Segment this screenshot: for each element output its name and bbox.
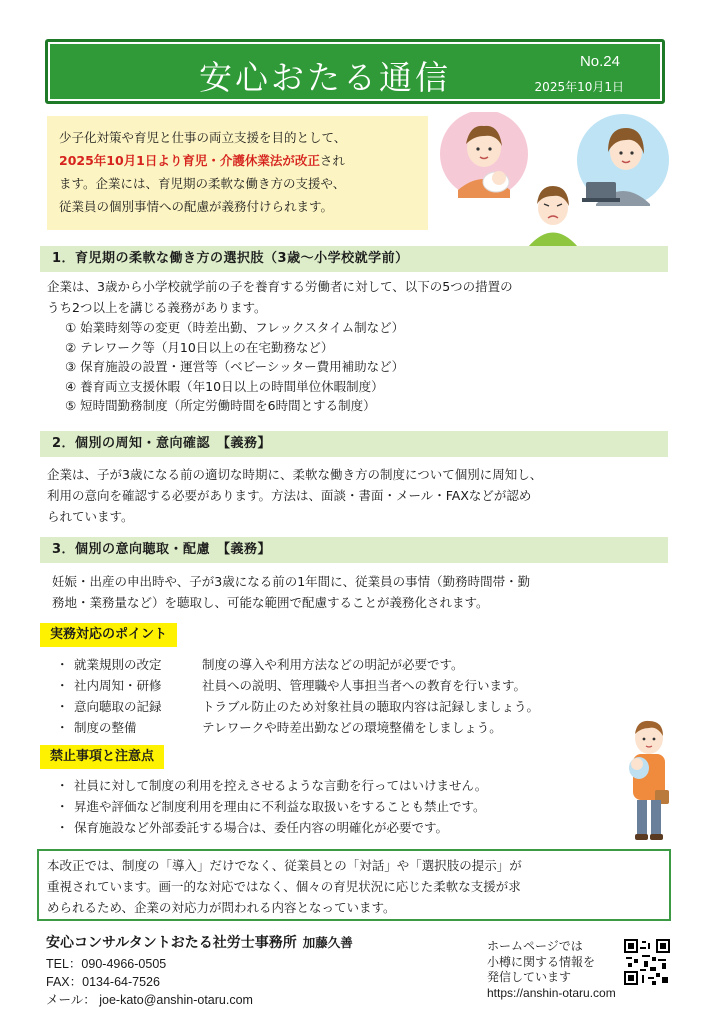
section1-heading: 1．育児期の柔軟な働き方の選択肢（3歳～小学校就学前） [40, 246, 668, 272]
list-item: ・ 昇進や評価など制度利用を理由に不利益な取扱いをすることも禁止です。 [56, 799, 486, 814]
prohibited-label: 禁止事項と注意点 [40, 745, 164, 769]
office-name: 安心コンサルタントおたる社労士事務所 加藤久善 [46, 935, 353, 951]
measures-list [65, 318, 404, 416]
intro-line: 少子化対策や育児と仕事の両立支援を目的として、 [59, 130, 347, 145]
list-item: ・ 社内周知・研修 社員への説明、管理職や人事担当者への教育を行います。 [56, 678, 527, 693]
list-item: ③ 保育施設の設置・運営等（ベビーシッター費用補助など） [65, 359, 405, 374]
newsletter-header [45, 39, 665, 104]
qr-code [624, 939, 670, 985]
points-list [56, 654, 539, 738]
intro-line: ます。企業には、育児期の柔軟な働き方の支援や、 [59, 176, 346, 191]
father-illustration [615, 716, 675, 842]
person-name: 加藤久善 [302, 935, 353, 950]
revision-emphasis: 2025年10月1日より育児・介護休業法が改正 [59, 153, 320, 168]
list-item: ④ 養育両立支援休暇（年10日以上の時間単位休暇制度） [65, 378, 384, 394]
section2-body: 企業は、子が3歳になる前の適切な時期に、柔軟な働き方の制度について個別に周知し、 利用の意向を確認する必要があります。方法は、面談・書面・メール・FAXなどが認め られています。 [47, 467, 543, 524]
intro-line: 2025年10月1日より育児・介護休業法が改正され [59, 153, 345, 168]
section3-heading: 3．個別の意向聴取・配慮 【義務】 [40, 537, 668, 563]
list-item: ・ 保育施設など外部委託する場合は、委任内容の明確化が必要です。 [56, 820, 449, 835]
list-item: ・ 就業規則の改定 制度の導入や利用方法などの明記が必要です。 [56, 657, 464, 672]
issue-date: 2025年10月1日 [534, 80, 624, 94]
email-link[interactable]: メール： joe-kato@anshin-otaru.com [46, 993, 253, 1007]
homepage-note: ホームページでは 小樽に関する情報を 発信しています https://anshin-otaru.com [487, 939, 616, 1000]
intro-line: 従業員の個別事情への配慮が義務付けられます。 [59, 199, 334, 214]
points-label: 実務対応のポイント [40, 623, 177, 647]
parents-illustration [436, 112, 676, 247]
office-contact [46, 932, 353, 1009]
newsletter-title: 安心おたる通信 [199, 58, 451, 97]
section2-heading: 2．個別の周知・意向確認 【義務】 [40, 431, 668, 457]
homepage-link[interactable]: https://anshin-otaru.com [487, 985, 616, 1000]
fax: FAX：0134-64-7526 [46, 975, 160, 989]
list-item: ・ 社員に対して制度の利用を控えさせるような言動を行ってはいけません。 [56, 778, 488, 793]
issue-number: No.24 [579, 53, 620, 70]
list-item: ⑤ 短時間勤務制度（所定労働時間を6時間とする制度） [65, 398, 376, 413]
intro-box [47, 116, 428, 230]
tel: TEL：090-4966-0505 [46, 957, 167, 971]
section3-body: 妊娠・出産の申出時や、子が3歳になる前の1年間に、従業員の事情（勤務時間帯・勤 務地・業務量など）を聴取し、可能な範囲で配慮することが義務化されます。 [52, 574, 531, 610]
section1-body: 企業は、3歳から小学校就学前の子を養育する労働者に対して、以下の5つの措置の うち2つ以上を講じる義務があります。 [47, 279, 513, 315]
list-item: ① 始業時刻等の変更（時差出勤、フレックスタイム制など） [65, 320, 405, 335]
prohibited-list [56, 775, 487, 838]
summary-box: 本改正では、制度の「導入」だけでなく、従業員との「対話」や「選択肢の提示」が 重視されています。画一的な対応ではなく、個々の育児状況に応じた柔軟な支援が求 められるため、企業の対応力が問われる内容となっています。 [37, 849, 671, 921]
list-item: ・ 意向聴取の記録 トラブル防止のため対象社員の聴取内容は記録しましょう。 [56, 699, 540, 714]
list-item: ・ 制度の整備 テレワークや時差出勤などの環境整備をしましょう。 [56, 720, 502, 735]
list-item: ② テレワーク等（月10日以上の在宅勤務など） [65, 339, 334, 355]
